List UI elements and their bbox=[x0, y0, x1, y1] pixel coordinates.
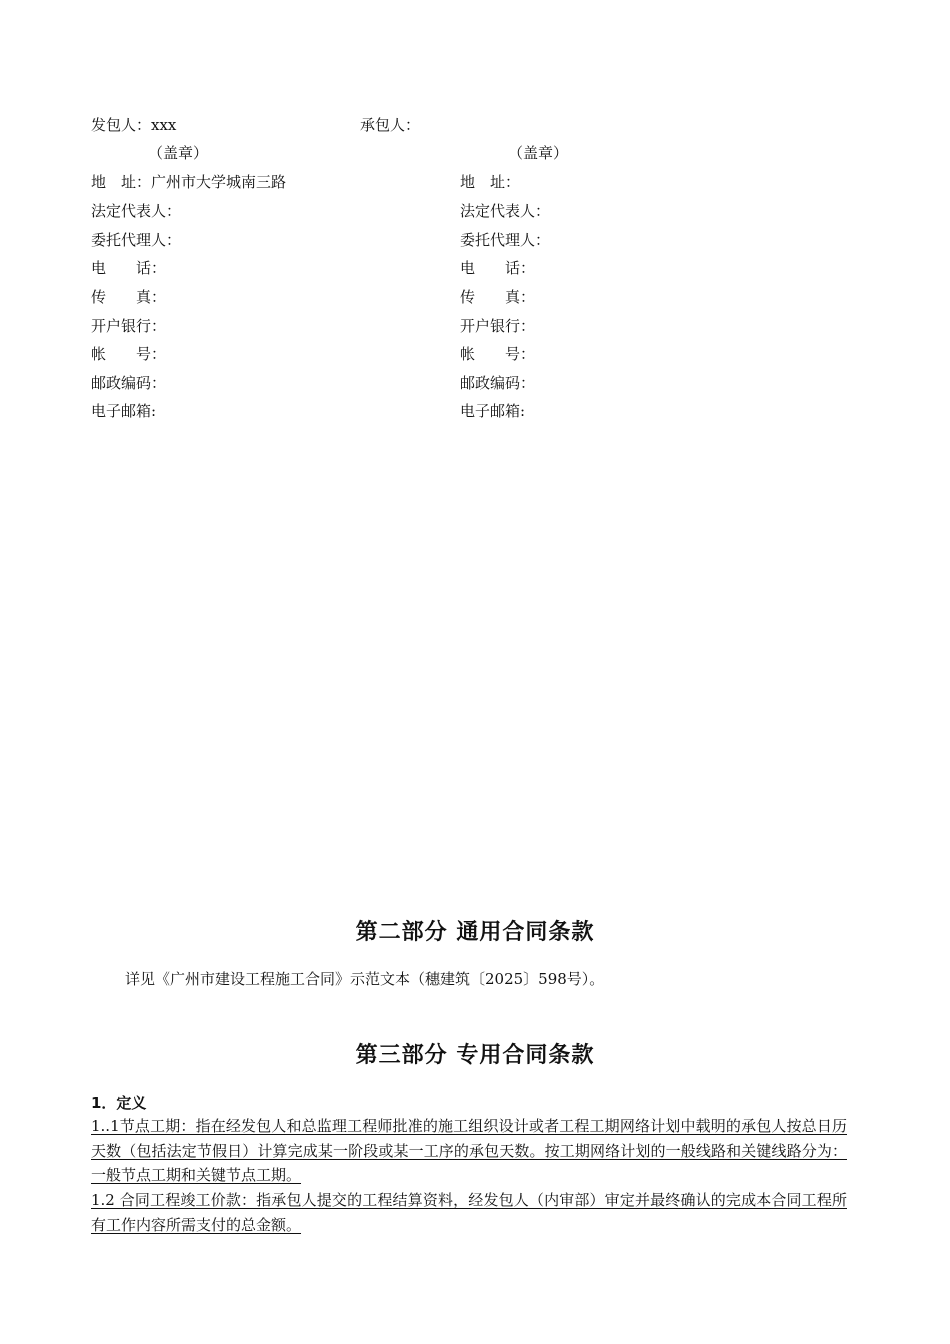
part2-body: 详见《广州市建设工程施工合同》示范文本（穗建筑〔2025〕598号）。 bbox=[125, 970, 605, 988]
employer-seal: （盖章） bbox=[148, 144, 209, 162]
employer-email: 电子邮箱: bbox=[91, 402, 157, 420]
contractor-address: 地 址： bbox=[460, 173, 521, 191]
contractor-phone: 电 话： bbox=[460, 259, 536, 277]
contractor-account: 帐 号： bbox=[460, 345, 536, 363]
part3-title: 第三部分 专用合同条款 bbox=[355, 1043, 595, 1068]
contractor-label: 承包人： bbox=[360, 116, 421, 134]
clause-1-2: 1.2 合同工程竣工价款：指承包人提交的工程结算资料，经发包人（内审部）审定并最终确认的完成本合同工程所有工作内容所需支付的总金额。 bbox=[91, 1191, 847, 1234]
contractor-legal-rep: 法定代表人： bbox=[460, 202, 551, 220]
contractor-bank: 开户银行： bbox=[460, 317, 536, 335]
employer-postcode: 邮政编码： bbox=[91, 374, 167, 392]
employer-account: 帐 号： bbox=[91, 345, 167, 363]
employer-legal-rep: 法定代表人： bbox=[91, 202, 182, 220]
contractor-fax: 传 真： bbox=[460, 288, 536, 306]
employer-fax: 传 真： bbox=[91, 288, 167, 306]
contractor-email: 电子邮箱: bbox=[460, 402, 526, 420]
employer-label: 发包人：xxx bbox=[91, 116, 177, 134]
employer-agent: 委托代理人： bbox=[91, 231, 182, 249]
employer-address: 地 址：广州市大学城南三路 bbox=[91, 173, 287, 191]
contractor-agent: 委托代理人： bbox=[460, 231, 551, 249]
employer-phone: 电 话： bbox=[91, 259, 167, 277]
contractor-postcode: 邮政编码： bbox=[460, 374, 536, 392]
contractor-seal: （盖章） bbox=[508, 144, 569, 162]
part2-title: 第二部分 通用合同条款 bbox=[355, 920, 595, 945]
section-definitions-title: 1．定义 bbox=[91, 1094, 147, 1112]
employer-bank: 开户银行： bbox=[91, 317, 167, 335]
clause-1-1: 1..1节点工期：指在经发包人和总监理工程师批准的施工组织设计或者工程工期网络计划中载明的承包人按总日历天数（包括法定节假日）计算完成某一阶段或某一工序的承包天数。按工期网络计划的一般线路和关键线路分为：一般节点工期和关键节点工期。 bbox=[91, 1117, 847, 1184]
